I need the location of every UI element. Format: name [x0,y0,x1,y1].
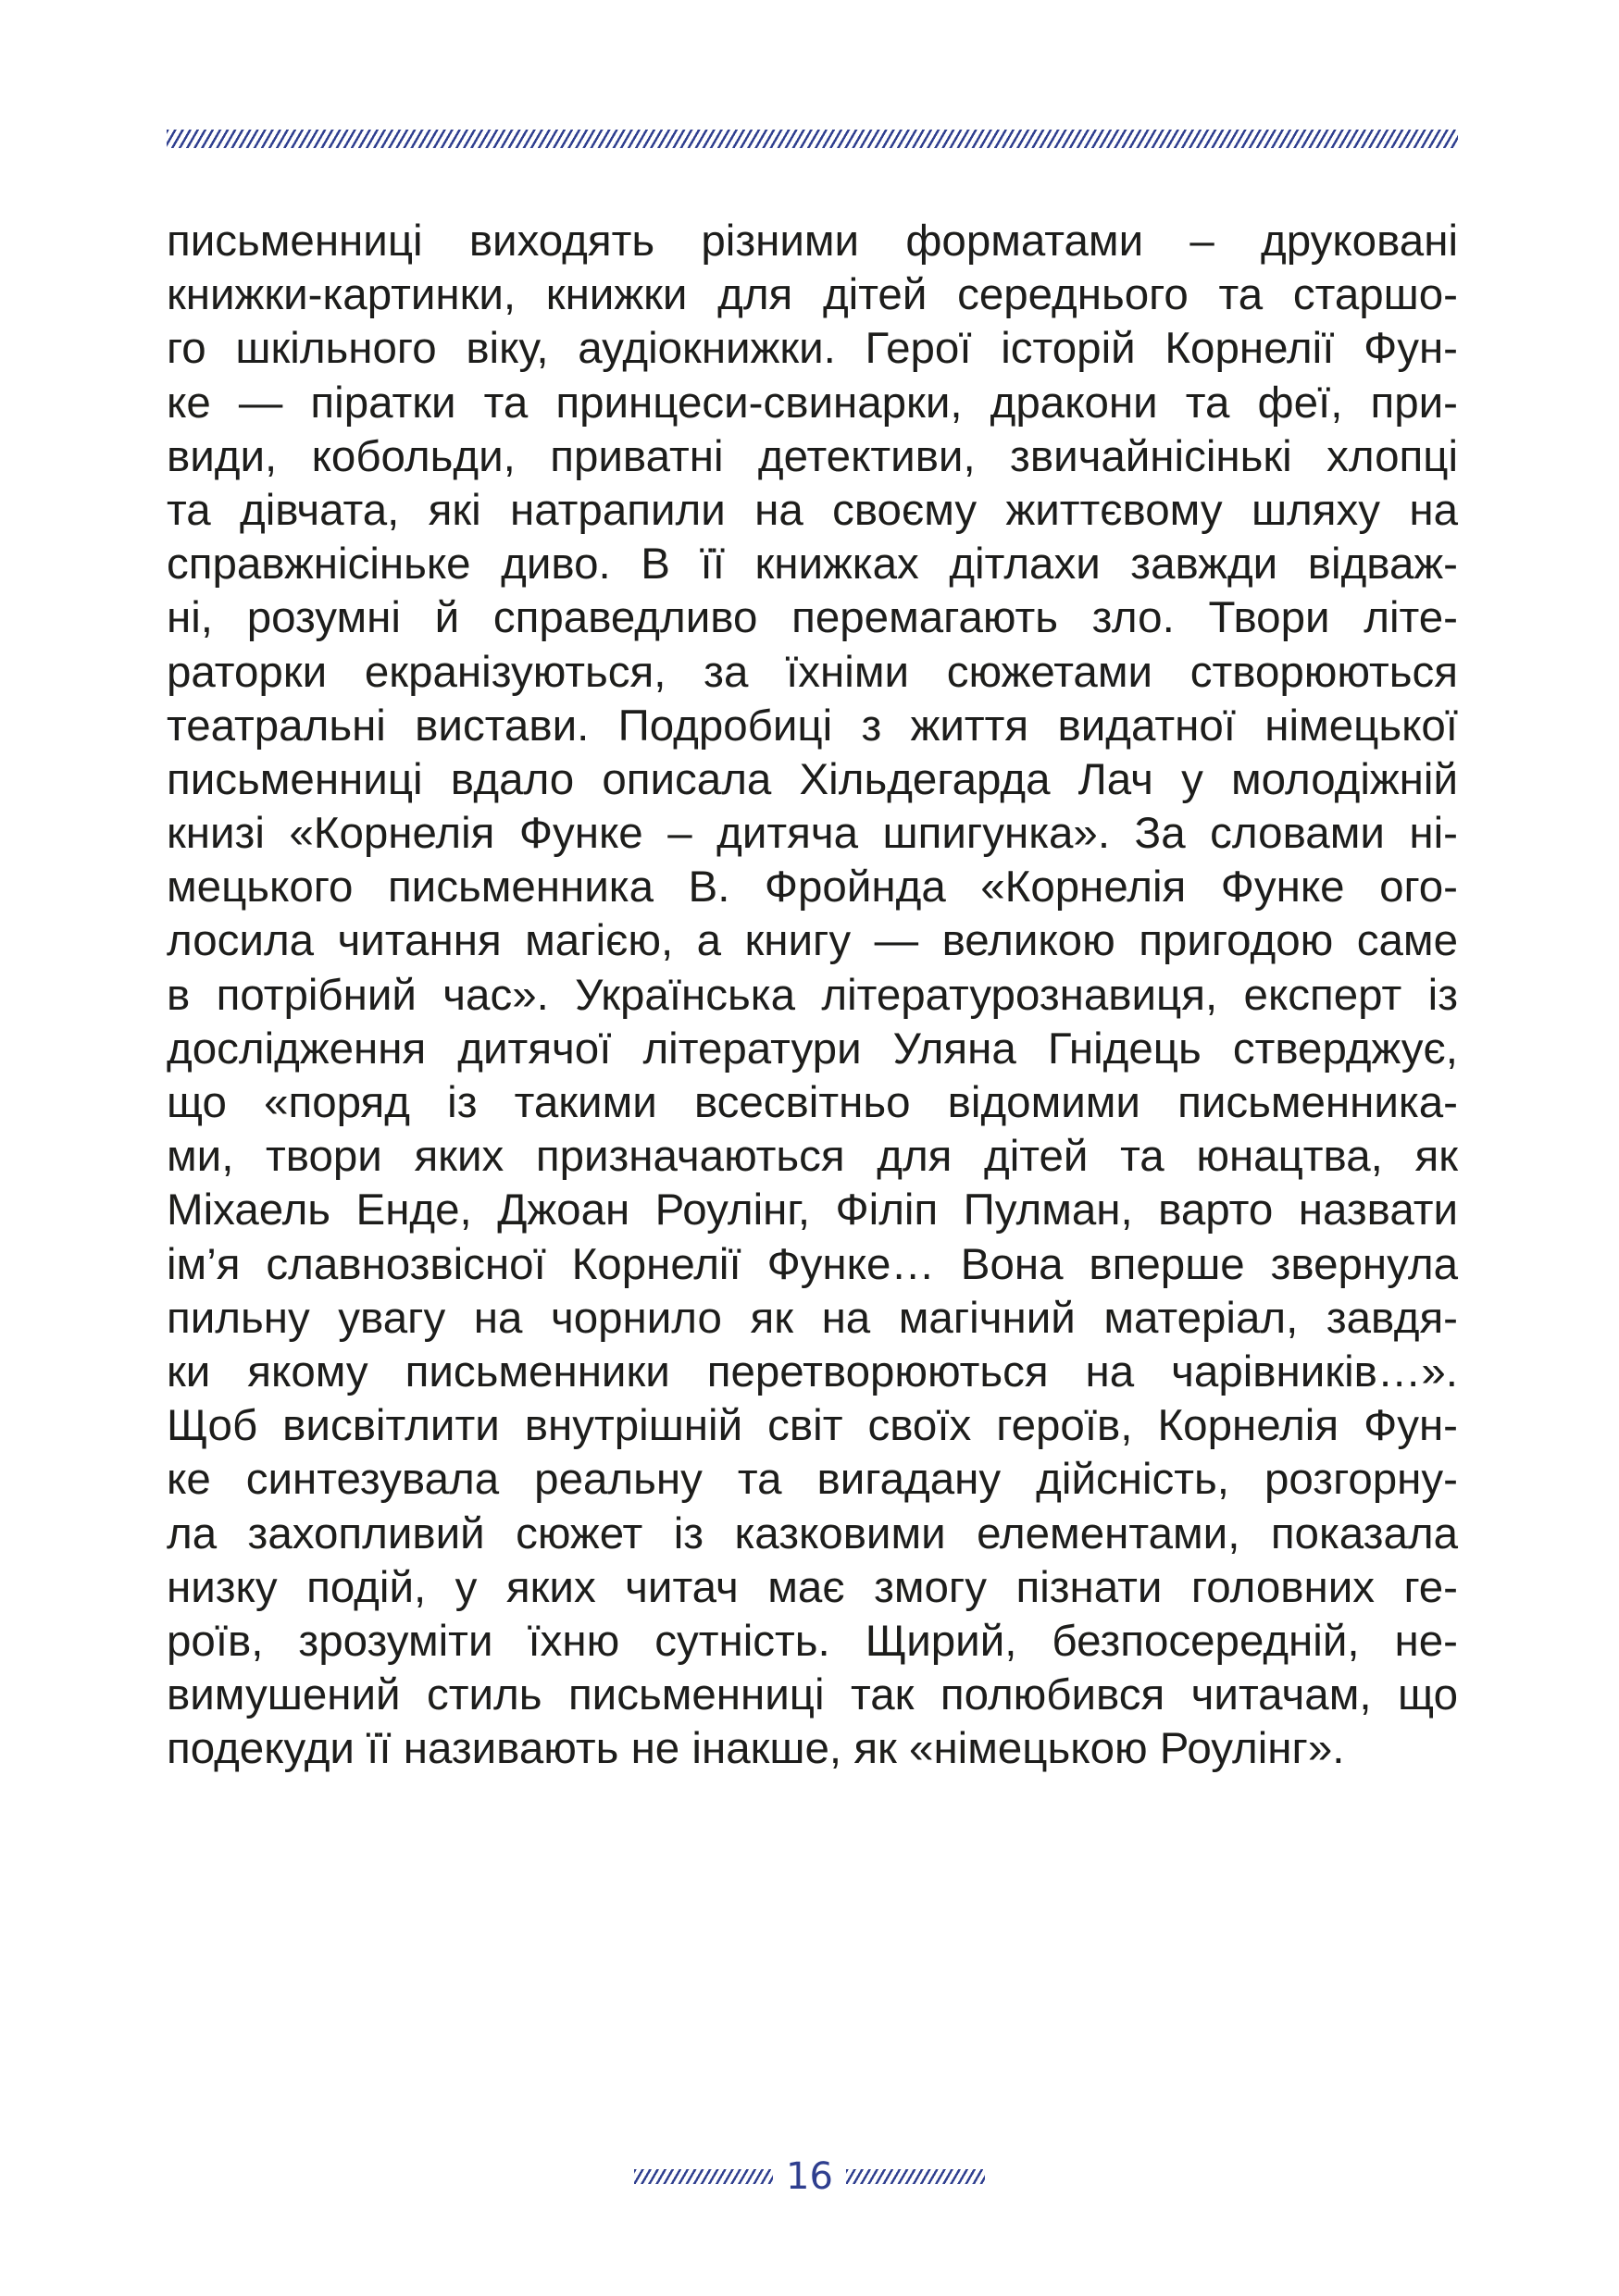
page-number: 16 [786,2155,833,2198]
text-line: лосила читання магією, а книгу — великою пригодою саме [167,916,1458,966]
text-line: ім’я славнозвісної Корнелії Функе… Вона вперше звернула [167,1239,1458,1289]
footer-hatched-rule-left [634,2169,773,2184]
text-line: в потрібний час». Українська літературознавиця, експерт із [167,970,1458,1020]
page-footer [0,2149,1619,2204]
text-line: письменниці вдало описала Хільдегарда Лач у молодіжній [167,754,1458,804]
text-line: подекуди її називають не інакше, як «німецькою Роулінг». [167,1724,1345,1774]
text-line: раторки екранізуються, за їхніми сюжетами створюються [167,647,1458,697]
text-line: ки якому письменники перетворюються на чарівників…». [167,1347,1458,1396]
body-paragraph [167,215,1458,1776]
text-line: пильну увагу на чорнило як на магічний матеріал, завдя- [167,1293,1458,1343]
text-line: та дівчата, які натрапили на своєму життєвому шляху на [167,485,1458,535]
text-line: ке — піратки та принцеси-свинарки, дракони та феї, при- [167,378,1458,428]
text-line: Щоб висвітлити внутрішній світ своїх героїв, Корнелія Фун- [167,1401,1458,1451]
text-line: види, кобольди, приватні детективи, звичайнісінькі хлопці [167,431,1458,481]
text-line: книжки-картинки, книжки для дітей середнього та старшо- [167,270,1458,320]
text-line: справжнісіньке диво. В її книжках дітлахи завжди відваж- [167,540,1458,590]
text-line: Міхаель Енде, Джоан Роулінг, Філіп Пулман, варто назвати [167,1185,1458,1235]
text-line: низку подій, у яких читач має змогу пізнати головних ге- [167,1562,1458,1612]
header-hatched-rule [167,130,1458,148]
text-line: письменниці виходять різними форматами – друковані [167,217,1458,266]
text-line: книзі «Корнелія Функе – дитяча шпигунка». За словами ні- [167,809,1458,859]
text-line: ні, розумні й справедливо перемагають зло. Твори літе- [167,593,1458,643]
text-line: ми, твори яких призначаються для дітей та юнацтва, як [167,1132,1458,1182]
text-line: роїв, зрозуміти їхню сутність. Щирий, безпосередній, не- [167,1616,1458,1666]
text-line: мецького письменника В. Фройнда «Корнелія Функе ого- [167,863,1458,912]
text-line: вимушений стиль письменниці так полюбився читачам, що [167,1670,1458,1720]
text-line: що «поряд із такими всесвітньо відомими письменника- [167,1078,1458,1127]
footer-hatched-rule-right [846,2169,985,2184]
text-line: го шкільного віку, аудіокнижки. Герої історій Корнелії Фун- [167,324,1458,374]
text-line: дослідження дитячої літератури Уляна Гнідець стверджує, [167,1024,1458,1074]
text-line: ке синтезувала реальну та вигадану дійсність, розгорну- [167,1455,1458,1505]
text-line: ла захопливий сюжет із казковими елементами, показала [167,1508,1458,1558]
text-line: театральні вистави. Подробиці з життя видатної німецької [167,701,1458,751]
